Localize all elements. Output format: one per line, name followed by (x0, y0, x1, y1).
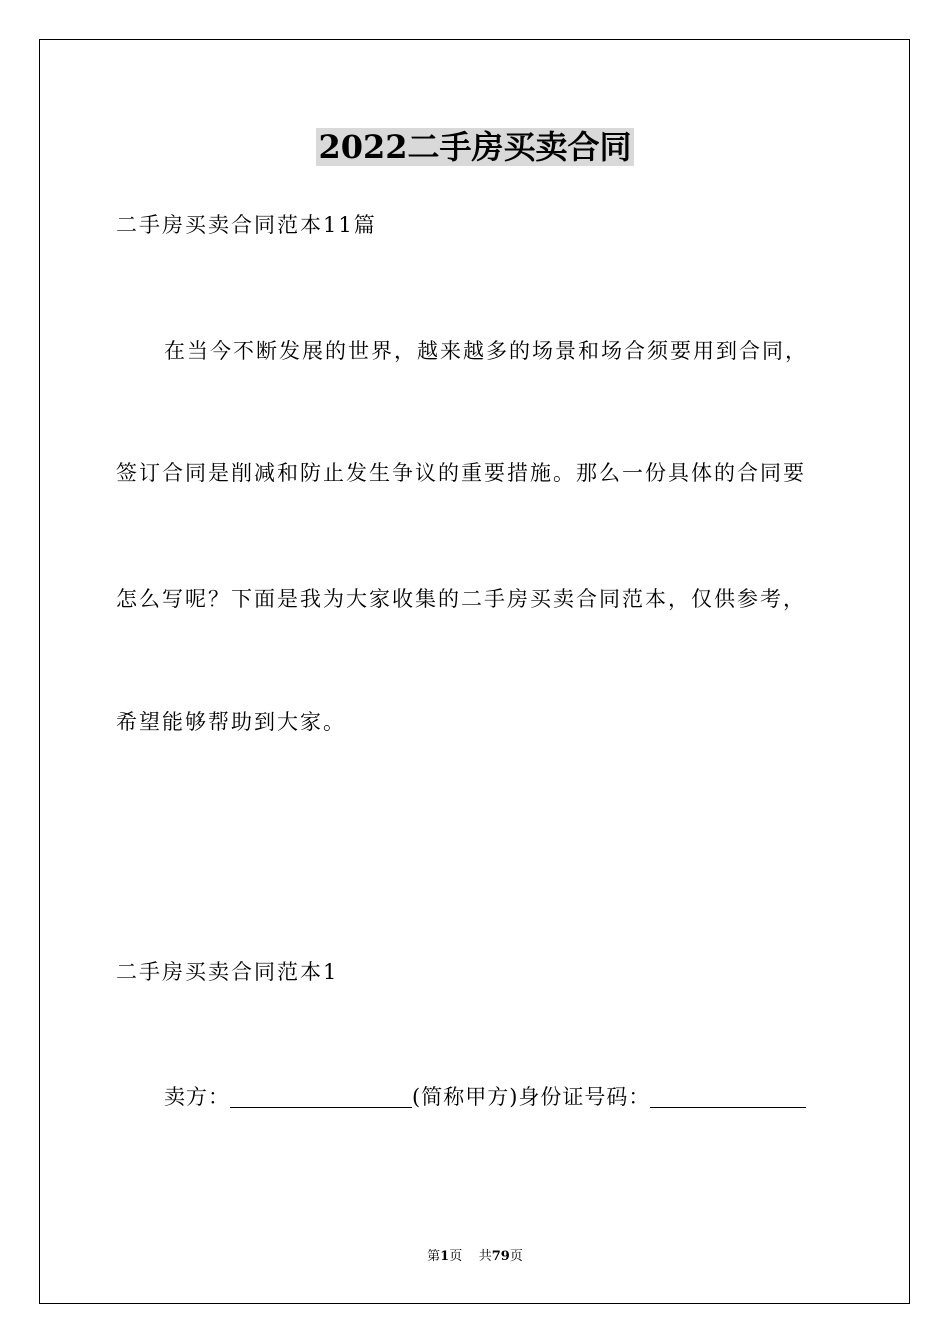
intro-line-2: 签订合同是削减和防止发生争议的重要措施。那么一份具体的合同要 (116, 461, 806, 485)
footer-page-number: 1 (440, 1249, 450, 1264)
footer-total-prefix: 共 (478, 1249, 492, 1264)
seller-id-blank (650, 1085, 806, 1108)
intro-line-3: 怎么写呢？下面是我为大家收集的二手房买卖合同范本，仅供参考， (116, 587, 806, 611)
section-heading: 二手房买卖合同范本1 (116, 960, 339, 984)
seller-name-blank (230, 1085, 412, 1108)
footer-page-suffix: 页 (449, 1249, 463, 1264)
document-title-text: 2022二手房买卖合同 (318, 128, 632, 166)
footer-page-prefix: 第 (427, 1249, 441, 1264)
intro-line-1: 在当今不断发展的世界，越来越多的场景和场合须要用到合同， (164, 339, 808, 363)
page-footer (0, 1248, 950, 1266)
seller-line (164, 1082, 806, 1112)
footer-total-pages: 79 (491, 1249, 510, 1264)
seller-note: (简称甲方)身份证号码： (412, 1085, 651, 1109)
seller-label: 卖方： (164, 1085, 230, 1109)
document-title (0, 124, 950, 170)
intro-line-4: 希望能够帮助到大家。 (116, 710, 346, 734)
footer-total-suffix: 页 (509, 1249, 523, 1264)
document-subtitle: 二手房买卖合同范本11篇 (116, 213, 377, 237)
